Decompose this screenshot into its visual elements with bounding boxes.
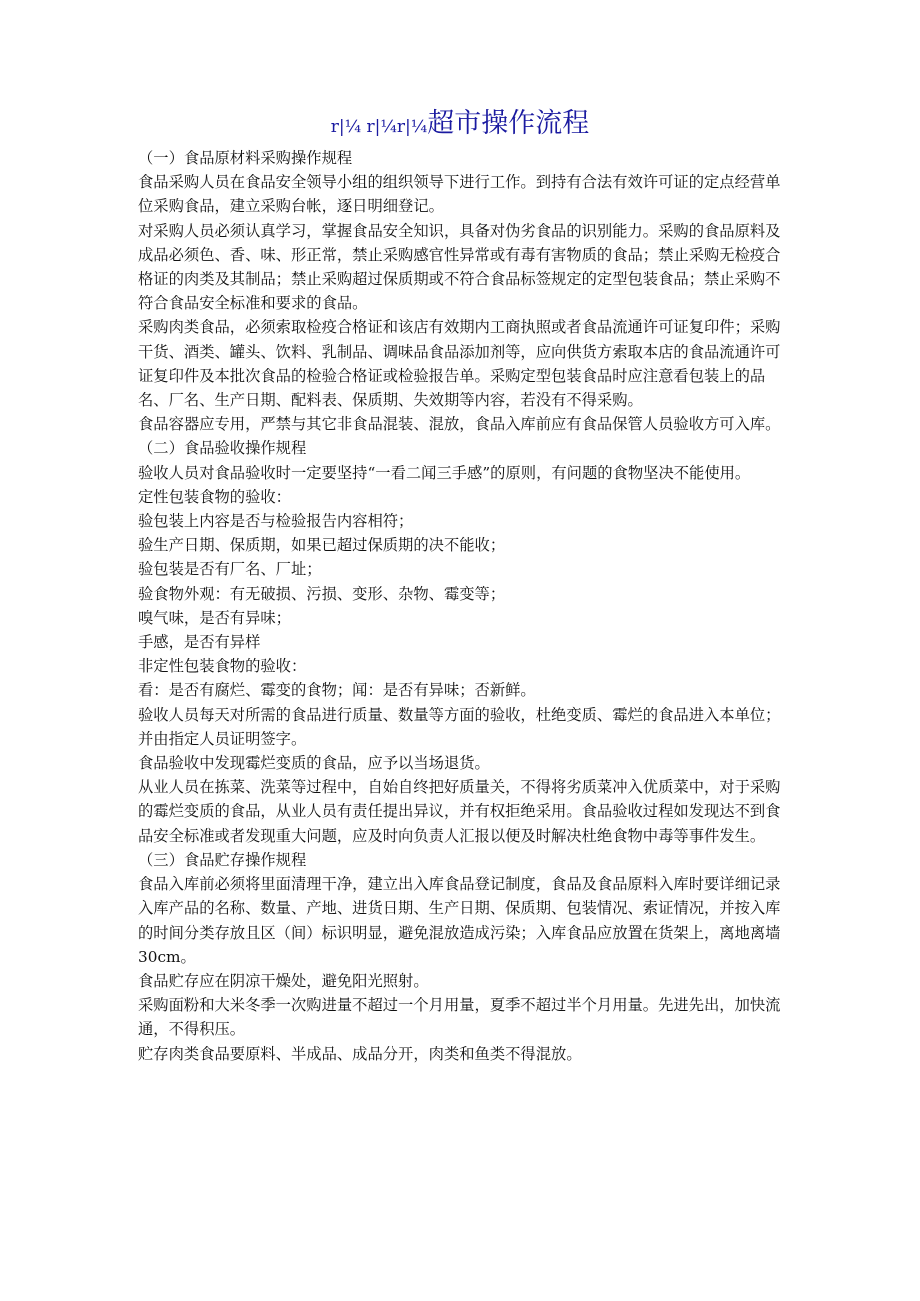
paragraph: 采购肉类食品，必须索取检疫合格证和该店有效期内工商执照或者食品流通许可证复印件；采购干货、酒类、罐头、饮料、乳制品、调味品食品添加剂等，应向供货方索取本店的食品流通许可证复印件及本批次食品的检验合格证或检验报告单。采购定型包装食品时应注意看包装上的品名、厂名、生产日期、配料表、保质期、失效期等内容，若没有不得采购。	[138, 318, 781, 410]
paragraph: 食品验收中发现霉烂变质的食品，应予以当场退货。	[138, 754, 490, 773]
paragraph: 食品容器应专用，严禁与其它非食品混装、混放，食品入库前应有食品保管人员验收方可入库。	[138, 415, 781, 434]
paragraph: 验食物外观：有无破损、污损、变形、杂物、霉变等；	[138, 584, 506, 603]
paragraph: 看：是否有腐烂、霉变的食物；闻：是否有异味；否新鲜。	[138, 681, 536, 700]
paragraph: 食品采购人员在食品安全领导小组的组织领导下进行工作。到持有合法有效许可证的定点经营单位采购食品，建立采购台帐，逐日明细登记。	[138, 173, 781, 216]
title-garbled-prefix: r|¼ r|¼r|¼	[330, 117, 428, 137]
title-text: 超市操作流程	[427, 108, 590, 139]
section-heading-storage: （三）食品贮存操作规程	[138, 850, 307, 869]
paragraph: 食品贮存应在阴凉干燥处，避免阳光照射。	[138, 971, 429, 990]
paragraph: 验收人员对食品验收时一定要坚持“一看二闻三手感”的原则，有问题的食物坚决不能使用。	[138, 463, 751, 482]
page-title	[0, 102, 920, 149]
paragraph: 验包装是否有厂名、厂址；	[138, 560, 322, 579]
paragraph: 验包装上内容是否与检验报告内容相符；	[138, 512, 414, 531]
paragraph: 对采购人员必须认真学习，掌握食品安全知识，具备对伪劣食品的识别能力。采购的食品原料及成品必须色、香、味、形正常，禁止采购感官性异常或有毒有害物质的食品；禁止采购无检疫合格证的肉类及其制品；禁止采购超过保质期或不符合食品标签规定的定型包装食品；禁止采购不符合食品安全标准和要求的食品。	[138, 221, 781, 313]
paragraph: 采购面粉和大米冬季一次购进量不超过一个月用量，夏季不超过半个月用量。先进先出，加快流通，不得积压。	[138, 996, 781, 1039]
document-body	[138, 146, 788, 1066]
section-heading-inspection: （二）食品验收操作规程	[138, 439, 307, 458]
paragraph: 嗅气味，是否有异味；	[138, 608, 291, 627]
paragraph: 从业人员在拣菜、洗菜等过程中，自始自终把好质量关，不得将劣质菜冲入优质菜中，对于采购的霉烂变质的食品，从业人员有责任提出异议，并有权拒绝采用。食品验收过程如发现达不到食品安全标准或者发现重大问题，应及时向负责人汇报以便及时解决杜绝食物中毒等事件发生。	[138, 778, 781, 845]
paragraph: 验收人员每天对所需的食品进行质量、数量等方面的验收，杜绝变质、霉烂的食品进入本单位；并由指定人员证明签字。	[138, 705, 781, 748]
paragraph: 定性包装食物的验收：	[138, 487, 291, 506]
paragraph: 非定性包装食物的验收：	[138, 657, 307, 676]
paragraph: 手感，是否有异样	[138, 633, 261, 652]
paragraph: 贮存肉类食品要原料、半成品、成品分开，肉类和鱼类不得混放。	[138, 1044, 582, 1063]
paragraph: 食品入库前必须将里面清理干净，建立出入库食品登记制度，食品及食品原料入库时要详细记录入库产品的名称、数量、产地、进货日期、生产日期、保质期、包装情况、索证情况，并按入库的时间分类存放且区（间）标识明显，避免混放造成污染；入库食品应放置在货架上，离地离墙30cm。	[138, 875, 781, 966]
paragraph: 验生产日期、保质期，如果已超过保质期的决不能收；	[138, 536, 506, 555]
section-heading-procurement: （一）食品原材料采购操作规程	[138, 149, 353, 167]
